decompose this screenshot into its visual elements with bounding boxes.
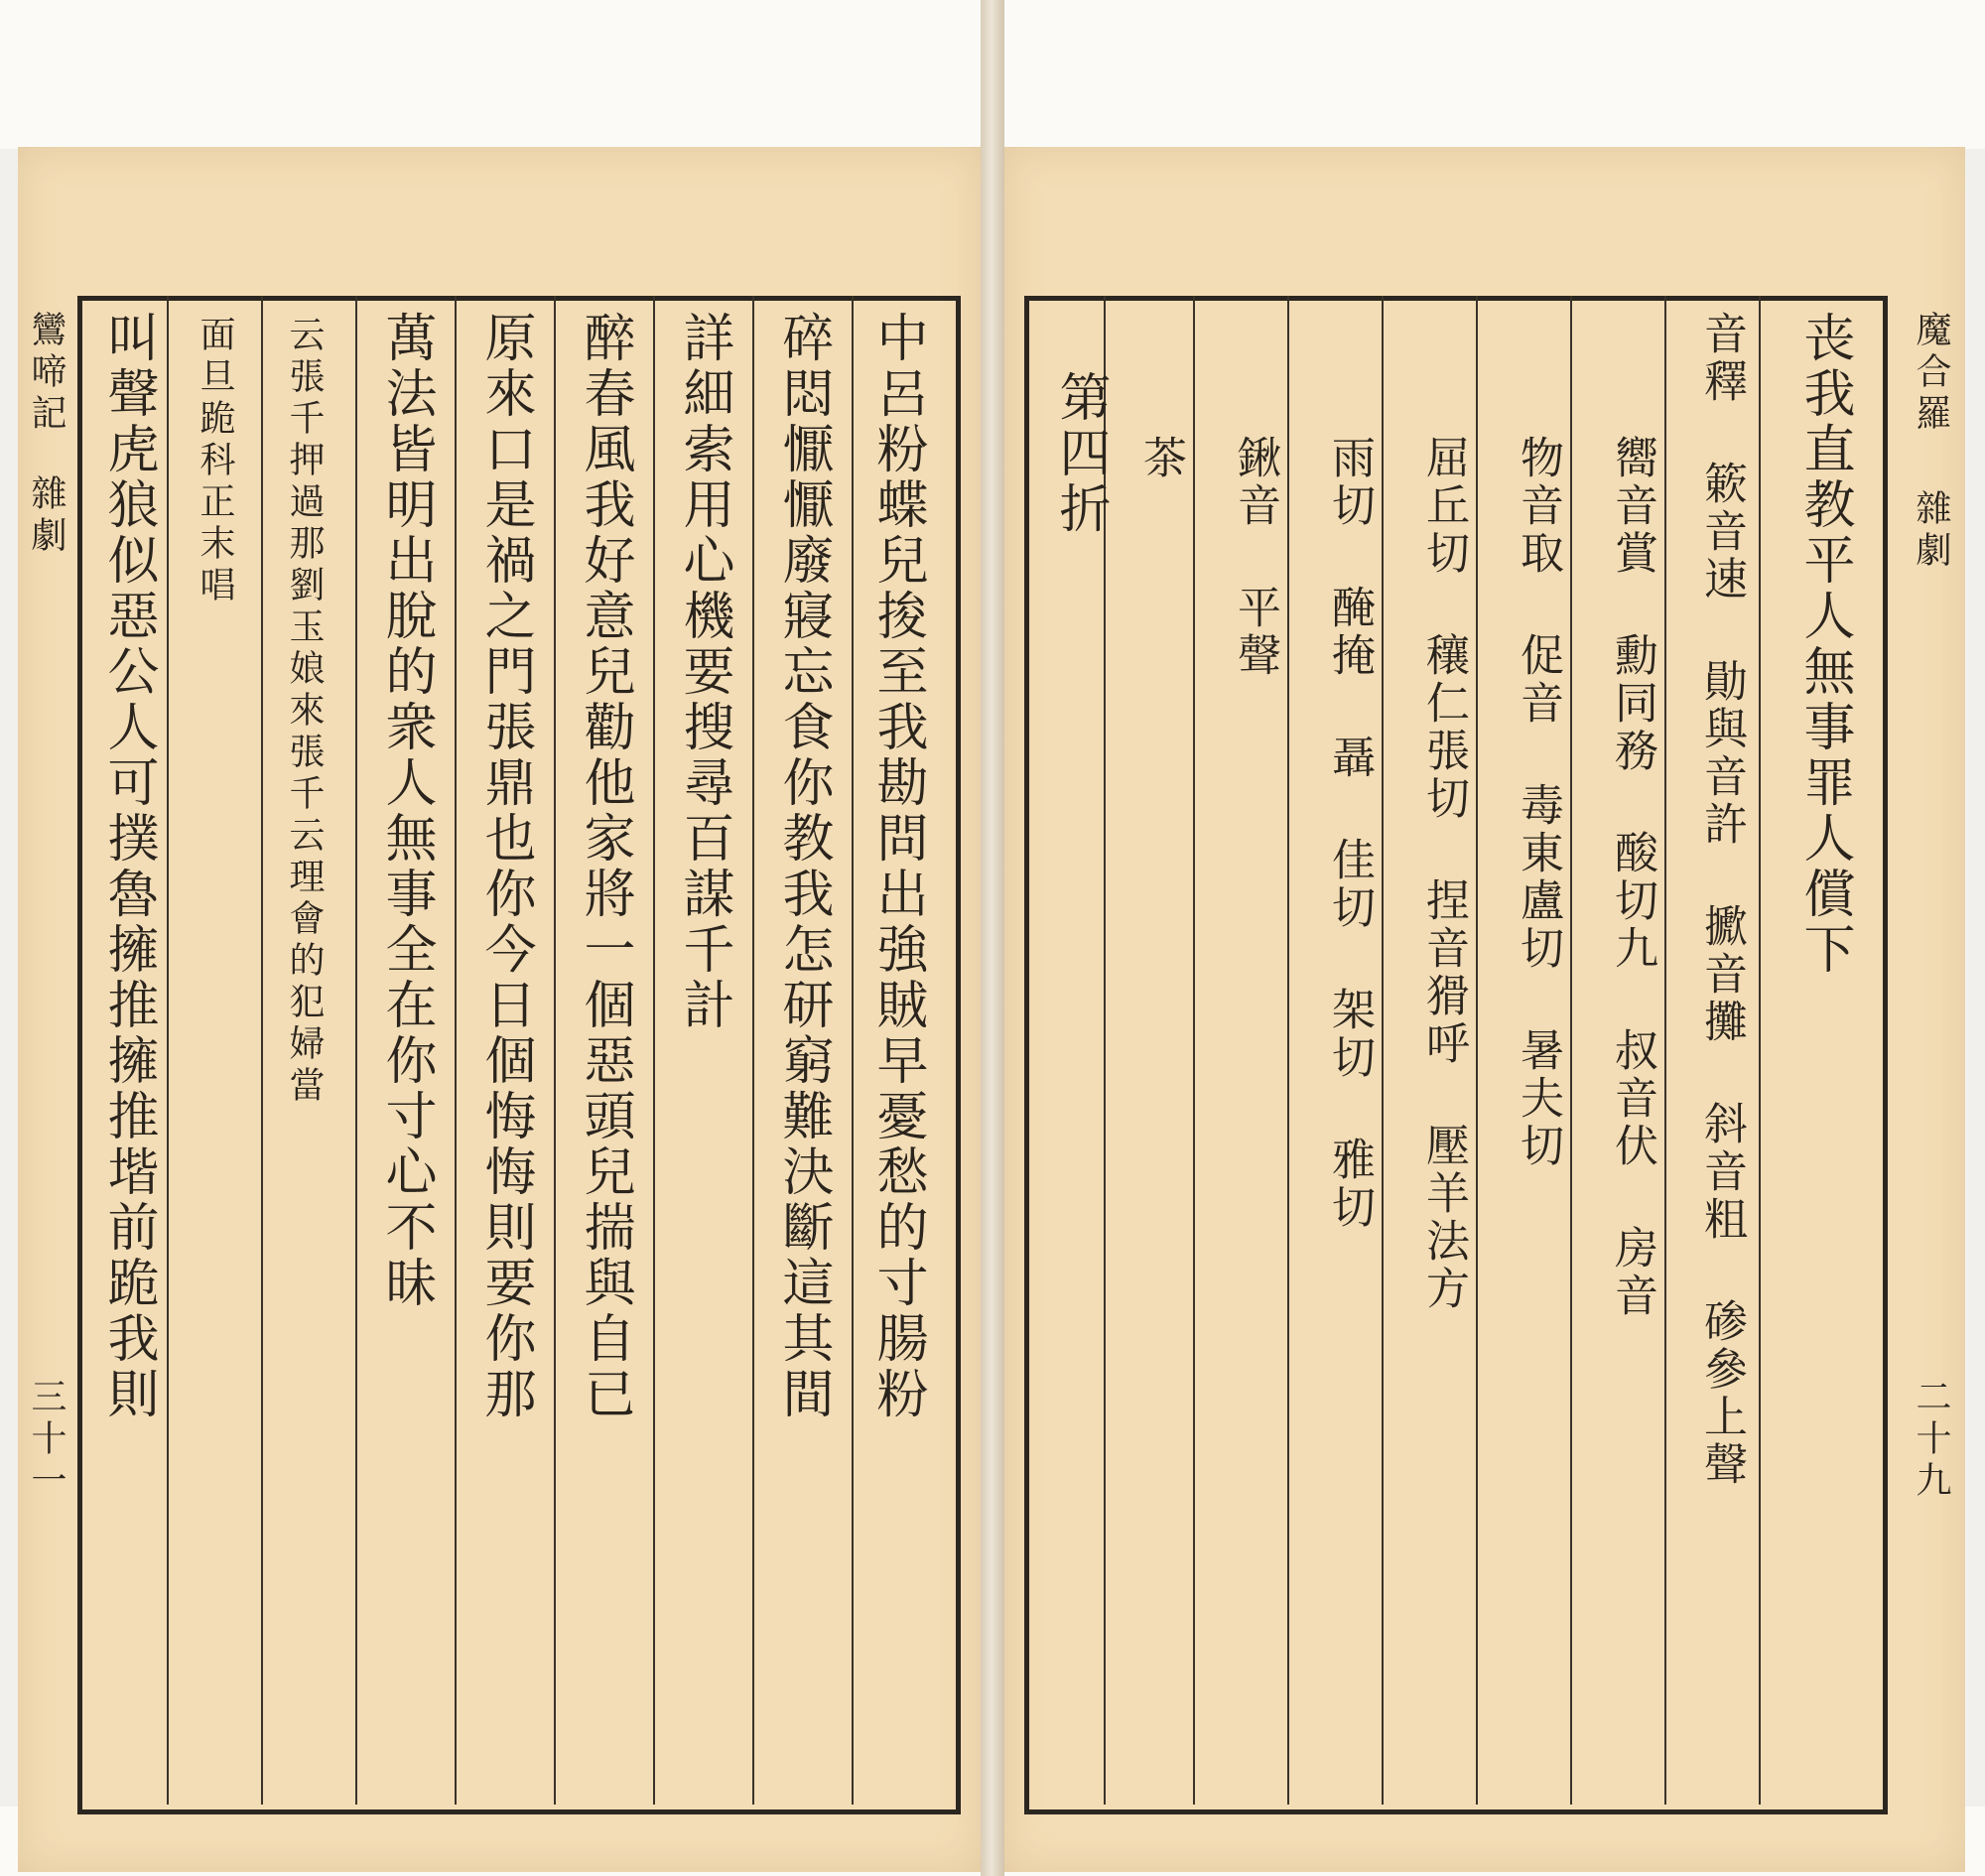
column-rule [1759, 296, 1761, 1805]
text-line-6: 萬法皆明出脫的衆人無事全在你寸心不昧 [376, 311, 436, 1311]
column-rule [1382, 296, 1384, 1805]
column-rule [1570, 296, 1572, 1805]
column-rule [261, 296, 263, 1805]
text-line-7: 鍬音 平聲 [1230, 435, 1280, 680]
column-rule [167, 296, 169, 1805]
text-line-7: 云張千押過那劉玉娘來張千云理會的犯婦當 [284, 316, 325, 1108]
right-margin-label: 雜劇 [1911, 489, 1951, 573]
column-rule [1664, 296, 1666, 1805]
text-line-3: 詳細索用心機要搜尋百謀千計 [674, 311, 733, 1033]
right-margin-number: 二十九 [1911, 1378, 1951, 1503]
column-rule [1476, 296, 1478, 1805]
text-line-1: 中呂粉蝶兒捘至我勘問出強賊早憂愁的寸腸粉 [867, 311, 927, 1422]
text-line-4: 物音取 促音 毒東盧切 暑夫切 [1513, 435, 1563, 1170]
column-rule [455, 296, 457, 1805]
left-margin-label: 雜劇 [26, 474, 66, 558]
column-rule [752, 296, 754, 1805]
text-line-4: 醉春風我好意兒勸他家將一個惡頭兒揣與自已 [575, 311, 634, 1422]
column-rule [653, 296, 655, 1805]
text-line-1: 丧我直教平人無事罪人償下 [1794, 311, 1854, 978]
column-rule [1287, 296, 1289, 1805]
text-line-9: 叫聲虎狼似惡公人可撲魯擁推擁推堦前跪我則 [98, 311, 158, 1422]
text-line-6: 雨切 醃掩 聶 佳切 架切 雅切 [1324, 435, 1375, 1232]
text-line-5: 原來口是禍之門張鼎也你今日個悔悔則要你那 [475, 311, 535, 1422]
right-page [1004, 147, 1965, 1872]
left-margin-title: 鸞啼記 [26, 311, 66, 436]
text-line-8: 面旦跪科正末唱 [195, 316, 235, 607]
left-margin-number: 三十一 [26, 1378, 66, 1503]
text-line-3: 嚮音賞 勳同務 酸切九 叔音伏 房音 [1607, 435, 1657, 1320]
column-rule [1193, 296, 1195, 1805]
left-page [18, 147, 981, 1872]
text-line-8: 茶 [1135, 435, 1186, 482]
right-margin-title: 魔合羅 [1911, 311, 1951, 436]
column-rule [554, 296, 556, 1805]
text-line-2: 碎悶懨懨廢寢忘食你教我怎研窮難決斷這其間 [773, 311, 833, 1422]
column-rule [355, 296, 357, 1805]
text-line-2: 音釋 簌音速 勛與音許 擨音攤 斜音粗 碜參上聲 [1696, 311, 1747, 1489]
book-gutter [981, 0, 1004, 1876]
section-heading: 第四折 [1050, 370, 1110, 537]
column-rule [852, 296, 854, 1805]
text-line-5: 屈丘切 穰仁張切 捏音猾呼 壓羊法方 [1418, 435, 1469, 1313]
